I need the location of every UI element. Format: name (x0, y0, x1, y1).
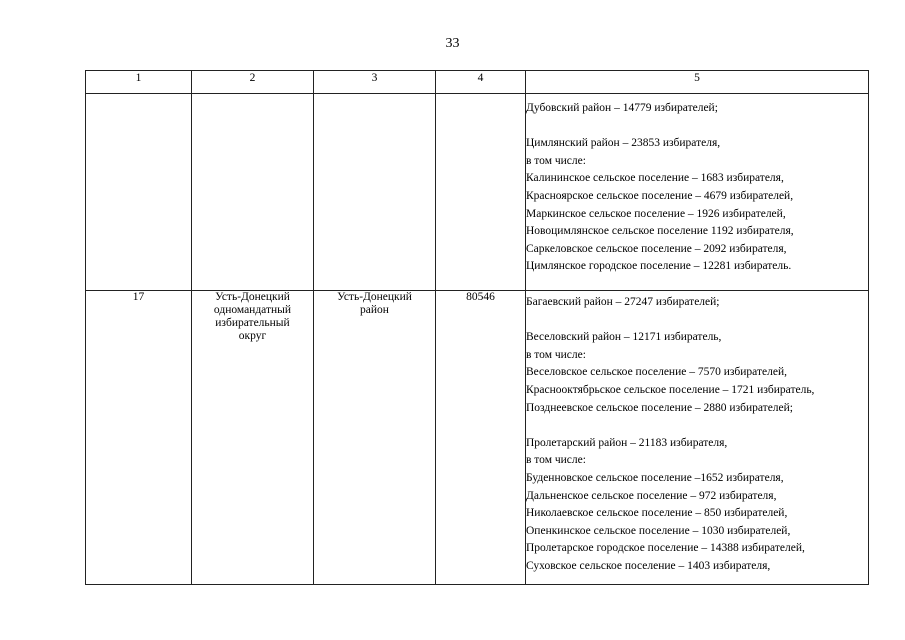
cell-district (192, 291, 314, 585)
header-col-4: 4 (436, 71, 526, 94)
composition-line: в том числе: (526, 348, 586, 361)
composition-line: Цимлянское городское поселение – 12281 избиратель. (526, 260, 792, 273)
composition-line: Дубовский район – 14779 избирателей; (526, 102, 718, 114)
composition-line: Краснооктябрьское сельское поселение – 1721 избиратель, (526, 383, 815, 396)
cell-line: Усть-Донецкий (215, 291, 290, 303)
composition-line: Николаевское сельское поселение – 850 избирателей, (526, 507, 788, 520)
cell-line: район (360, 304, 389, 316)
table-row (86, 94, 869, 291)
composition-line: Веселовский район – 12171 избиратель, (526, 331, 722, 344)
composition-line: Красноярское сельское поселение – 4679 избирателей, (526, 189, 794, 202)
composition-line: Маркинское сельское поселение – 1926 избирателей, (526, 207, 786, 220)
composition-line: Багаевский район – 27247 избирателей; (526, 296, 720, 308)
composition-line: Позднеевское сельское поселение – 2880 избирателей; (526, 401, 794, 414)
composition-line: Цимлянский район – 23853 избирателя, (526, 137, 721, 150)
paragraph-gap (526, 312, 868, 330)
cell-number (86, 94, 192, 291)
composition-line: Дальненское сельское поселение – 972 избирателя, (526, 489, 777, 502)
cell-composition (526, 291, 869, 585)
page-number: 33 (445, 36, 460, 51)
cell-district (192, 94, 314, 291)
cell-territory (314, 291, 436, 585)
table-header-row (86, 71, 869, 94)
header-col-1: 1 (86, 71, 192, 94)
composition-line: в том числе: (526, 154, 586, 167)
cell-line: избирательный (215, 317, 290, 329)
paragraph-gap (526, 118, 868, 136)
cell-line: одномандатный (213, 304, 292, 316)
cell-line: Усть-Донецкий (337, 291, 412, 303)
cell-composition (526, 94, 869, 291)
header-col-5: 5 (526, 71, 869, 94)
cell-number: 17 (86, 291, 192, 585)
cell-line: округ (238, 330, 267, 342)
composition-line: Веселовское сельское поселение – 7570 избирателей, (526, 366, 787, 379)
composition-line: Калининское сельское поселение – 1683 избирателя, (526, 172, 784, 185)
composition-line: Суховское сельское поселение – 1403 избирателя, (526, 559, 771, 572)
cell-voters (436, 94, 526, 291)
composition-line: Саркеловское сельское поселение – 2092 избирателя, (526, 242, 787, 255)
header-col-3: 3 (314, 71, 436, 94)
composition-line: Пролетарский район – 21183 избирателя, (526, 436, 728, 449)
paragraph-gap (526, 417, 868, 435)
cell-territory (314, 94, 436, 291)
composition-line: Новоцимлянское сельское поселение 1192 избирателя, (526, 225, 794, 238)
header-col-2: 2 (192, 71, 314, 94)
composition-line: Опенкинское сельское поселение – 1030 избирателей, (526, 524, 791, 537)
composition-line: в том числе: (526, 454, 586, 467)
table-row (86, 291, 869, 585)
district-table (85, 70, 869, 585)
composition-line: Пролетарское городское поселение – 14388 избирателей, (526, 542, 805, 555)
composition-line: Буденновское сельское поселение –1652 избирателя, (526, 471, 784, 484)
cell-voters: 80546 (436, 291, 526, 585)
